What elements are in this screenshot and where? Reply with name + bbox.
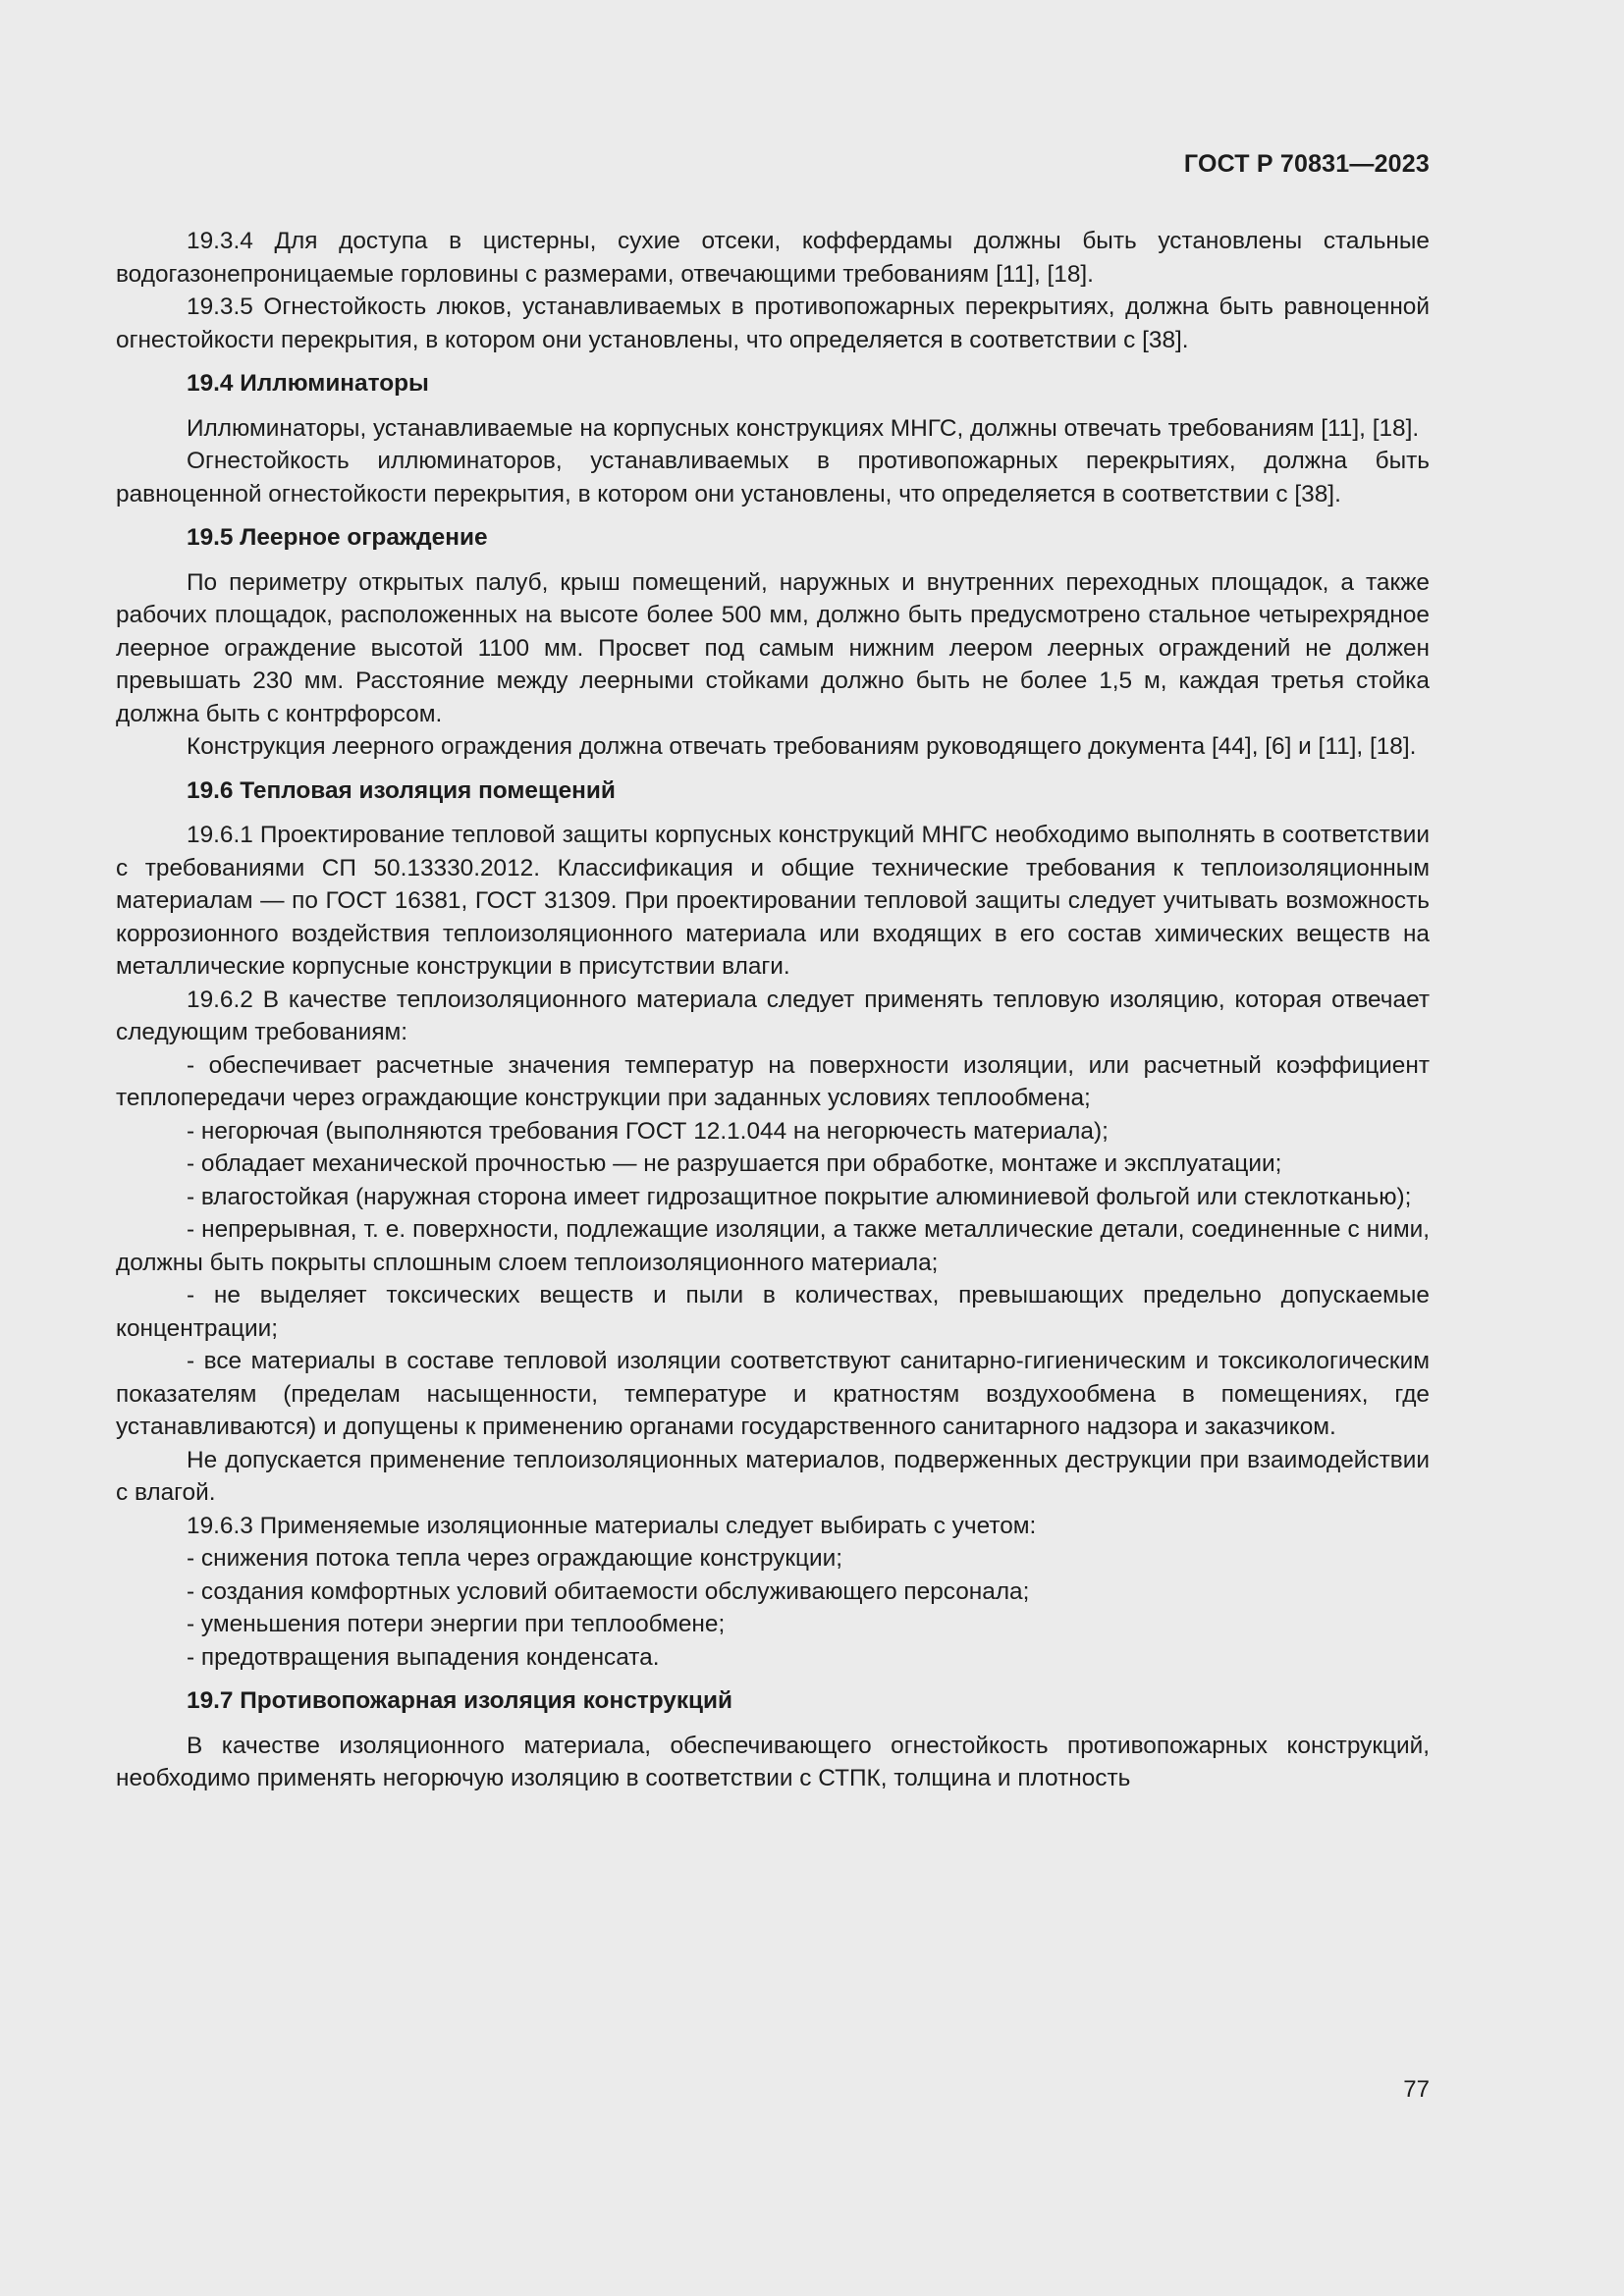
- paragraph: Конструкция леерного ограждения должна отвечать требованиям руководящего документа [44], [6] и [11], [18].: [187, 733, 1417, 760]
- list-item: - предотвращения выпадения конденсата.: [187, 1643, 660, 1671]
- document-body: [116, 225, 1430, 1795]
- paragraph: В качестве изоляционного материала, обеспечивающего огнестойкость противопожарных конструкций, необходимо применять негорючую изоляцию в соответствии с СТПК, толщина и плотность: [116, 1732, 1430, 1791]
- paragraph: 19.6.2 В качестве теплоизоляционного материала следует применять тепловую изоляцию, которая отвечает следующим требованиям:: [116, 986, 1430, 1045]
- list-item: - обладает механической прочностью — не разрушается при обработке, монтаже и эксплуатации;: [187, 1150, 1282, 1177]
- page-header-doc-code: ГОСТ Р 70831—2023: [1183, 150, 1430, 178]
- paragraph: По периметру открытых палуб, крыш помещений, наружных и внутренних переходных площадок, а также рабочих площадок, расположенных на высоте более 500 мм, должно быть предусмотрено стальное четырехрядное леерное ограждение высотой 1100 мм. Просвет под самым нижним леером леерных ограждений не должен превышать 230 мм. Расстояние между леерными стойками должно быть не более 1,5 м, каждая третья стойка должна быть с контрфорсом.: [116, 568, 1430, 727]
- list-item: - обеспечивает расчетные значения температур на поверхности изоляции, или расчетный коэффициент теплопередачи через ограждающие конструкции при заданных условиях теплообмена;: [116, 1051, 1430, 1111]
- paragraph: Огнестойкость иллюминаторов, устанавливаемых в противопожарных перекрытиях, должна быть равноценной огнестойкости перекрытия, в котором они установлены, что определяется в соответствии с [38].: [116, 448, 1430, 507]
- section-heading: 19.6 Тепловая изоляция помещений: [187, 776, 616, 804]
- paragraph: 19.3.5 Огнестойкость люков, устанавливаемых в противопожарных перекрытиях, должна быть равноценной огнестойкости перекрытия, в котором они установлены, что определяется в соответствии с [38].: [116, 294, 1430, 353]
- list-item: - снижения потока тепла через ограждающие конструкции;: [187, 1545, 842, 1572]
- list-item: - все материалы в составе тепловой изоляции соответствуют санитарно-гигиеническим и токсикологическим показателям (пределам насыщенности, температуре и кратностям воздухообмена в помещениях, где устанавливаются) и допущены к применению органами государственного санитарного надзора и заказчиком.: [116, 1348, 1430, 1440]
- paragraph: 19.6.3 Применяемые изоляционные материалы следует выбирать с учетом:: [187, 1512, 1037, 1539]
- list-item: - влагостойкая (наружная сторона имеет гидрозащитное покрытие алюминиевой фольгой или стеклотканью);: [187, 1183, 1412, 1210]
- list-item: - негорючая (выполняются требования ГОСТ 12.1.044 на негорючесть материала);: [187, 1117, 1109, 1145]
- section-heading: 19.5 Леерное ограждение: [187, 524, 488, 551]
- page-number: 77: [1403, 2076, 1430, 2103]
- list-item: - создания комфортных условий обитаемости обслуживающего персонала;: [187, 1577, 1030, 1605]
- paragraph: Не допускается применение теплоизоляционных материалов, подверженных деструкции при взаимодействии с влагой.: [116, 1446, 1430, 1506]
- list-item: - уменьшения потери энергии при теплообмене;: [187, 1611, 726, 1637]
- section-heading: 19.7 Противопожарная изоляция конструкций: [187, 1687, 733, 1714]
- list-item: - непрерывная, т. е. поверхности, подлежащие изоляции, а также металлические детали, соединенные с ними, должны быть покрыты сплошным слоем теплоизоляционного материала;: [116, 1216, 1430, 1276]
- paragraph: Иллюминаторы, устанавливаемые на корпусных конструкциях МНГС, должны отвечать требованиям [11], [18].: [187, 414, 1420, 442]
- paragraph: 19.6.1 Проектирование тепловой защиты корпусных конструкций МНГС необходимо выполнять в соответствии с требованиями СП 50.13330.2012. Классификация и общие технические требования к теплоизоляционным материалам — по ГОСТ 16381, ГОСТ 31309. При проектировании тепловой защиты следует учитывать возможность коррозионного воздействия теплоизоляционного материала или входящих в его состав химических веществ на металлические корпусные конструкции в присутствии влаги.: [116, 822, 1430, 980]
- paragraph: 19.3.4 Для доступа в цистерны, сухие отсеки, коффердамы должны быть установлены стальные водогазонепроницаемые горловины с размерами, отвечающими требованиям [11], [18].: [116, 228, 1430, 288]
- list-item: - не выделяет токсических веществ и пыли в количествах, превышающих предельно допускаемые концентрации;: [116, 1282, 1430, 1342]
- section-heading: 19.4 Иллюминаторы: [187, 370, 429, 397]
